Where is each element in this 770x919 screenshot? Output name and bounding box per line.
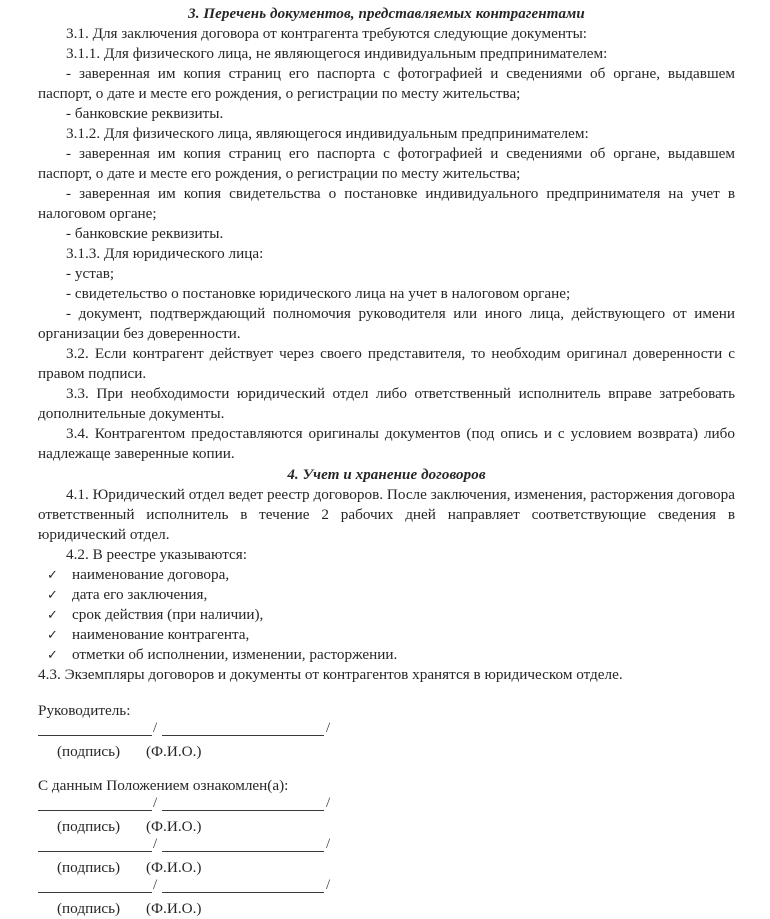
- list-item-label: наименование контрагента,: [72, 626, 250, 643]
- slash-separator-1: /: [153, 795, 158, 811]
- paragraph-3-1: 3.1. Для заключения договора от контрагента требуются следующие документы:: [66, 25, 588, 42]
- slash-separator-2: /: [326, 795, 331, 811]
- list-item: [38, 645, 735, 665]
- acknowledgement-spacer: [38, 762, 735, 776]
- list-item: [38, 625, 735, 645]
- caption-fullname: (Ф.И.О.): [146, 900, 202, 917]
- paragraph-3-4: 3.4. Контрагентом предоставляются оригиналы документов (под опись и с условием возврата) либо надлежаще заверенные копии.: [38, 425, 735, 462]
- paragraph-4-2: 4.2. В реестре указываются:: [66, 546, 247, 563]
- acknowledgement-label: С данным Положением ознакомлен(а):: [38, 777, 289, 794]
- paragraph-3-1-2-item-passport: - заверенная им копия страниц его паспорта с фотографией и сведениями об органе, выдавшем паспорт, о дате и месте его рождения, о регистрации по месту жительства;: [38, 145, 735, 182]
- signature-captions: [38, 742, 735, 762]
- paragraph-3-3: 3.3. При необходимости юридический отдел либо ответственный исполнитель вправе затребовать дополнительные документы.: [38, 385, 735, 422]
- paragraph-3-1-3-item-charter: - устав;: [66, 265, 115, 282]
- slash-separator-1: /: [153, 836, 158, 852]
- list-item-label: наименование договора,: [72, 566, 230, 583]
- signature-rule-right: [162, 810, 324, 811]
- caption-fullname: (Ф.И.О.): [146, 743, 202, 760]
- list-item: [38, 585, 735, 605]
- paragraph-3-1-2: 3.1.2. Для физического лица, являющегося индивидуальным предпринимателем:: [66, 125, 589, 142]
- signature-captions: [38, 899, 735, 919]
- section-4-heading: 4. Учет и хранение договоров: [287, 467, 486, 483]
- signature-rule-left: [38, 892, 152, 893]
- paragraph-3-1-2-item-tax: - заверенная им копия свидетельства о постановке индивидуального предпринимателя на учет в налоговом органе;: [38, 185, 735, 222]
- checkmark-icon: ✓: [47, 627, 58, 642]
- checkmark-icon: ✓: [47, 607, 58, 622]
- signature-rule-right: [162, 735, 324, 736]
- checkmark-icon: ✓: [47, 647, 58, 662]
- checkmark-icon: ✓: [47, 567, 58, 582]
- caption-fullname: (Ф.И.О.): [146, 859, 202, 876]
- signature-line-row: [38, 878, 735, 899]
- manager-signature-block: [38, 701, 735, 762]
- signature-captions: [38, 817, 735, 837]
- signature-rule-left: [38, 810, 152, 811]
- signature-rule-right: [162, 892, 324, 893]
- paragraph-4-1: 4.1. Юридический отдел ведет реестр договоров. После заключения, изменения, расторжения договора ответственный исполнитель в течение 2 рабочих дней направляет соответствующие сведения в юридический отдел.: [38, 486, 735, 543]
- paragraph-3-2: 3.2. Если контрагент действует через своего представителя, то необходим оригинал доверенности с правом подписи.: [38, 345, 735, 382]
- caption-signature: (подпись): [57, 900, 121, 917]
- slash-separator-1: /: [153, 720, 158, 736]
- list-item: [38, 565, 735, 585]
- signature-rule-left: [38, 735, 152, 736]
- signature-line-row: [38, 721, 735, 742]
- registry-checklist: [38, 565, 735, 665]
- paragraph-3-1-1-item-bank: - банковские реквизиты.: [66, 105, 224, 122]
- list-item-label: дата его заключения,: [72, 586, 208, 603]
- signature-captions: [38, 858, 735, 878]
- list-item-label: срок действия (при наличии),: [72, 606, 264, 623]
- caption-signature: (подпись): [57, 743, 121, 760]
- caption-signature: (подпись): [57, 859, 121, 876]
- list-item-label: отметки об исполнении, изменении, расторжении.: [72, 646, 398, 663]
- checkmark-icon: ✓: [47, 587, 58, 602]
- slash-separator-1: /: [153, 877, 158, 893]
- paragraph-3-1-1-item-passport: - заверенная им копия страниц его паспорта с фотографией и сведениями об органе, выдавшем паспорт, о дате и месте его рождения, о регистрации по месту жительства;: [38, 65, 735, 102]
- slash-separator-2: /: [326, 720, 331, 736]
- caption-fullname: (Ф.И.О.): [146, 818, 202, 835]
- signature-spacer: [38, 685, 735, 701]
- paragraph-3-1-3: 3.1.3. Для юридического лица:: [66, 245, 264, 262]
- list-item: [38, 605, 735, 625]
- signature-line-row: [38, 796, 735, 817]
- signature-rule-right: [162, 851, 324, 852]
- paragraph-3-1-3-item-authority: - документ, подтверждающий полномочия руководителя или иного лица, действующего от имени организации без доверенности.: [38, 305, 735, 342]
- caption-signature: (подпись): [57, 818, 121, 835]
- slash-separator-2: /: [326, 836, 331, 852]
- manager-label: Руководитель:: [38, 702, 131, 719]
- paragraph-4-3: 4.3. Экземпляры договоров и документы от контрагентов хранятся в юридическом отделе.: [38, 666, 623, 683]
- slash-separator-2: /: [326, 877, 331, 893]
- section-3-heading: 3. Перечень документов, представляемых контрагентами: [188, 6, 585, 22]
- paragraph-3-1-3-item-tax: - свидетельство о постановке юридического лица на учет в налоговом органе;: [66, 285, 571, 302]
- signature-rule-left: [38, 851, 152, 852]
- paragraph-3-1-2-item-bank: - банковские реквизиты.: [66, 225, 224, 242]
- paragraph-3-1-1: 3.1.1. Для физического лица, не являющегося индивидуальным предпринимателем:: [66, 45, 608, 62]
- acknowledgement-block: [38, 776, 735, 919]
